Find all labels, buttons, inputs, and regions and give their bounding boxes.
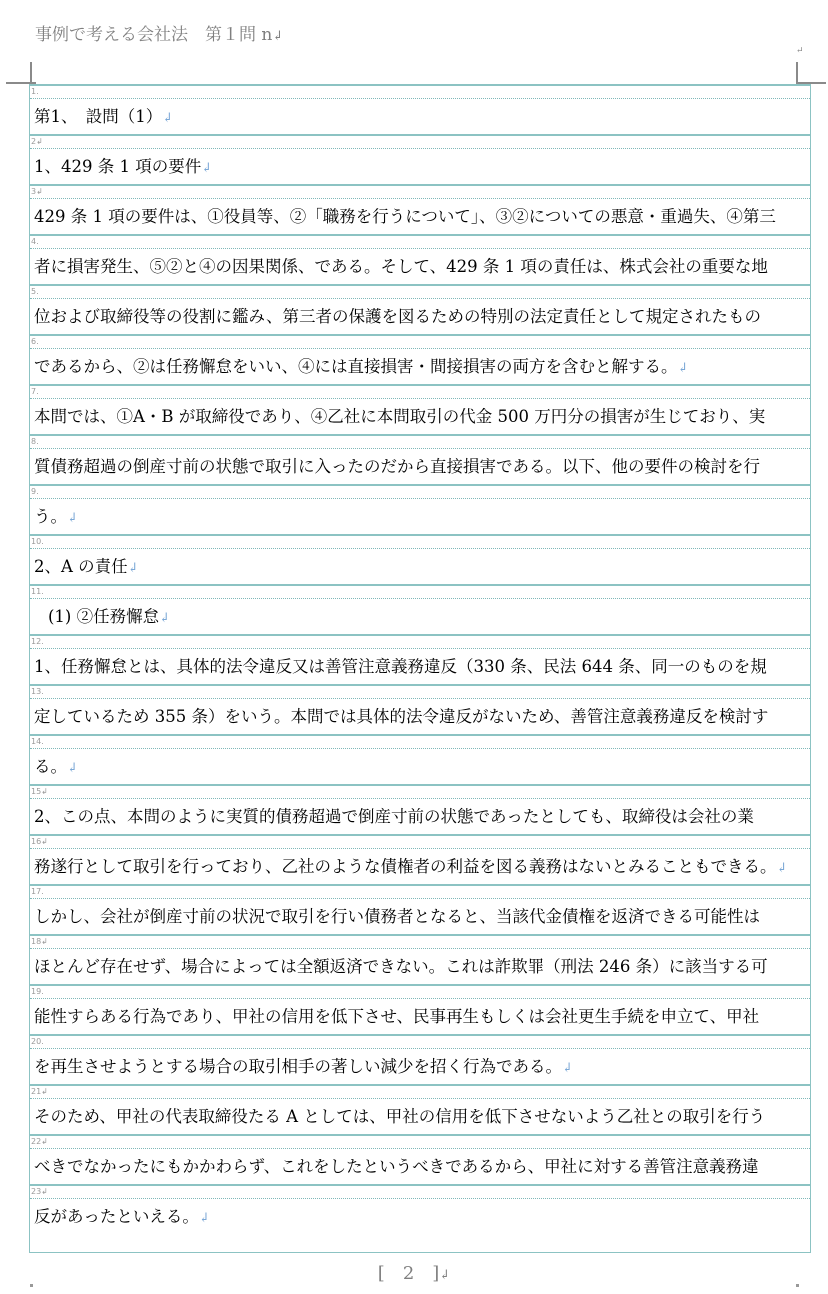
dotted-guide-line: [30, 998, 810, 999]
dotted-guide-line: [30, 498, 810, 499]
document-line[interactable]: [30, 584, 810, 634]
line-text: [34, 207, 776, 227]
document-line[interactable]: [30, 134, 810, 184]
line-text: [34, 707, 768, 727]
dotted-guide-line: [30, 98, 810, 99]
line-text-content: 429 条 1 項の要件は、①役員等、②「職務を行うについて」、③②についての悪意・重過失、④第三: [34, 207, 776, 226]
line-text-content: (1) ②任務懈怠: [48, 607, 160, 626]
paragraph-mark-icon: ↲: [272, 29, 284, 44]
document-line[interactable]: [30, 434, 810, 484]
line-text-content: を再生させようとする場合の取引相手の著しい減少を招く行為である。: [34, 1057, 562, 1076]
line-number: 23↲: [31, 1187, 48, 1196]
line-text-content: 能性すらある行為であり、甲社の信用を低下させ、民事再生もしくは会社更生手続を申立て、甲社: [34, 1007, 760, 1026]
dotted-guide-line: [30, 1198, 810, 1199]
document-line[interactable]: [30, 484, 810, 534]
line-text: [34, 1157, 759, 1177]
line-text: [34, 1207, 210, 1229]
dotted-guide-line: [30, 148, 810, 149]
line-number: 9.: [31, 487, 39, 496]
paragraph-mark-icon: ↲: [162, 111, 174, 126]
dotted-guide-line: [30, 248, 810, 249]
document-line[interactable]: [30, 334, 810, 384]
paragraph-mark-icon: ↲: [67, 761, 78, 776]
line-number: 21↲: [31, 1087, 48, 1096]
line-number: 3↲: [31, 187, 43, 196]
line-text-content: る。: [34, 757, 67, 776]
line-number: 14.: [31, 737, 44, 746]
line-text: [34, 257, 768, 277]
paragraph-mark-icon: ↲: [67, 511, 78, 526]
line-number: 20.: [31, 1037, 44, 1046]
dotted-guide-line: [30, 898, 810, 899]
document-line[interactable]: [30, 784, 810, 834]
line-number: 10.: [31, 537, 44, 546]
dotted-guide-line: [30, 748, 810, 749]
line-text: [34, 557, 139, 579]
document-line[interactable]: [30, 984, 810, 1034]
line-number: 11.: [31, 587, 44, 596]
paragraph-mark-icon: ↵: [796, 46, 804, 56]
page-number: [0, 1259, 828, 1285]
header-title: 事例で考える会社法 第１問 n: [35, 25, 273, 45]
document-line[interactable]: [30, 234, 810, 284]
line-text: [34, 807, 754, 827]
line-text-content: 2、A の責任: [34, 557, 128, 576]
document-line[interactable]: [30, 184, 810, 234]
line-text-content: 2、この点、本問のように実質的債務超過で倒産寸前の状態であったとしても、取締役は会社の業: [34, 807, 754, 826]
dotted-guide-line: [30, 648, 810, 649]
line-text: [34, 307, 761, 327]
dotted-guide-line: [30, 548, 810, 549]
line-text-content: そのため、甲社の代表取締役たる A としては、甲社の信用を低下させないよう乙社との取引を行う: [34, 1107, 766, 1126]
dotted-guide-line: [30, 798, 810, 799]
dotted-guide-line: [30, 1098, 810, 1099]
line-number: 8.: [31, 437, 39, 446]
line-number: 1.: [31, 87, 39, 96]
paragraph-mark-icon: ↲: [127, 561, 139, 576]
page-header: [35, 20, 283, 45]
line-text-content: 質債務超過の倒産寸前の状態で取引に入ったのだから直接損害である。以下、他の要件の検討を行: [34, 457, 760, 476]
line-text: [34, 107, 173, 129]
line-number: 13.: [31, 687, 44, 696]
line-number: 19.: [31, 987, 44, 996]
line-text: [34, 907, 760, 927]
line-text-content: 1、429 条 1 項の要件: [34, 157, 202, 176]
document-line[interactable]: [30, 284, 810, 334]
document-line[interactable]: [30, 1034, 810, 1084]
dotted-guide-line: [30, 698, 810, 699]
line-text-content: 定しているため 355 条）をいう。本問では具体的法令違反がないため、善管注意義務違反を検討す: [34, 707, 769, 726]
line-text-content: 本問では、①A・B が取締役であり、④乙社に本問取引の代金 500 万円分の損害が生じており、実: [34, 407, 766, 426]
line-text: [34, 457, 760, 477]
line-text-content: 反があったといえる。: [34, 1207, 199, 1226]
document-line[interactable]: [30, 1084, 810, 1134]
line-text-content: であるから、②は任務懈怠をいい、④には直接損害・間接損害の両方を含むと解する。: [34, 357, 678, 376]
dotted-guide-line: [30, 348, 810, 349]
line-text: [34, 1107, 765, 1127]
crop-mark: [796, 62, 798, 86]
line-text-content: 第1、 設問（1）: [34, 107, 163, 126]
paragraph-mark-icon: ↲: [562, 1061, 573, 1076]
paragraph-mark-icon: ↲: [677, 361, 689, 376]
line-text: [34, 507, 78, 529]
line-text: [34, 357, 688, 379]
dotted-guide-line: [30, 948, 810, 949]
line-text-content: 者に損害発生、⑤②と④の因果関係、である。そして、429 条 1 項の責任は、株式会社の重要な地: [34, 257, 768, 276]
document-line[interactable]: [30, 684, 810, 734]
paragraph-mark-icon: ↲: [439, 1268, 451, 1283]
line-text: [34, 857, 787, 879]
line-text-content: しかし、会社が倒産寸前の状況で取引を行い債務者となると、当該代金債権を返済できる可能性は: [34, 907, 760, 926]
line-text: [48, 607, 170, 629]
line-number: 6.: [31, 337, 39, 346]
line-text-content: う。: [34, 507, 67, 526]
line-number: 17.: [31, 887, 44, 896]
dotted-guide-line: [30, 1148, 810, 1149]
line-number: 7.: [31, 387, 39, 396]
document-line[interactable]: [30, 1134, 810, 1184]
line-text-content: ほとんど存在せず、場合によっては全額返済できない。これは詐欺罪（刑法 246 条）に該当する可: [34, 957, 768, 976]
page-number-label: [ 2 ]: [377, 1263, 440, 1284]
document-body[interactable]: [29, 84, 811, 1253]
paragraph-mark-icon: ↲: [201, 161, 213, 176]
document-line[interactable]: [30, 934, 810, 984]
document-line[interactable]: [30, 634, 810, 684]
document-line[interactable]: [30, 84, 810, 134]
line-text: [34, 157, 212, 179]
document-line[interactable]: [30, 384, 810, 434]
line-text-content: 1、任務懈怠とは、具体的法令違反又は善管注意義務違反（330 条、民法 644 条、同一のものを規: [34, 657, 767, 676]
paragraph-mark-icon: ↲: [776, 861, 788, 876]
dotted-guide-line: [30, 398, 810, 399]
line-text: [34, 757, 78, 779]
line-number: 22↲: [31, 1137, 48, 1146]
line-number: 4.: [31, 237, 39, 246]
line-text: [34, 1057, 573, 1079]
line-text-content: 位および取締役等の役割に鑑み、第三者の保護を図るための特別の法定責任として規定されたもの: [34, 307, 761, 326]
line-number: 16↲: [31, 837, 48, 846]
line-number: 5.: [31, 287, 39, 296]
document-line[interactable]: [30, 1184, 810, 1234]
paragraph-mark-icon: ↲: [159, 611, 171, 626]
line-number: 15↲: [31, 787, 48, 796]
line-text-content: 務遂行として取引を行っており、乙社のような債権者の利益を図る義務はないとみることもできる。: [34, 857, 777, 876]
dotted-guide-line: [30, 298, 810, 299]
document-line[interactable]: [30, 834, 810, 884]
line-number: 18↲: [31, 937, 48, 946]
line-number: 2↲: [31, 137, 43, 146]
line-text-content: べきでなかったにもかかわらず、これをしたというべきであるから、甲社に対する善管注意義務違: [34, 1157, 759, 1176]
line-text: [34, 407, 765, 427]
line-text: [34, 657, 767, 677]
document-line[interactable]: [30, 884, 810, 934]
line-text: [34, 1007, 759, 1027]
dotted-guide-line: [30, 598, 810, 599]
line-number: 12.: [31, 637, 44, 646]
document-line[interactable]: [30, 534, 810, 584]
crop-mark: [30, 62, 32, 86]
paragraph-mark-icon: ↲: [198, 1211, 210, 1226]
line-text: [34, 957, 768, 977]
document-line[interactable]: [30, 734, 810, 784]
dotted-guide-line: [30, 448, 810, 449]
dotted-guide-line: [30, 198, 810, 199]
dotted-guide-line: [30, 848, 810, 849]
dotted-guide-line: [30, 1048, 810, 1049]
